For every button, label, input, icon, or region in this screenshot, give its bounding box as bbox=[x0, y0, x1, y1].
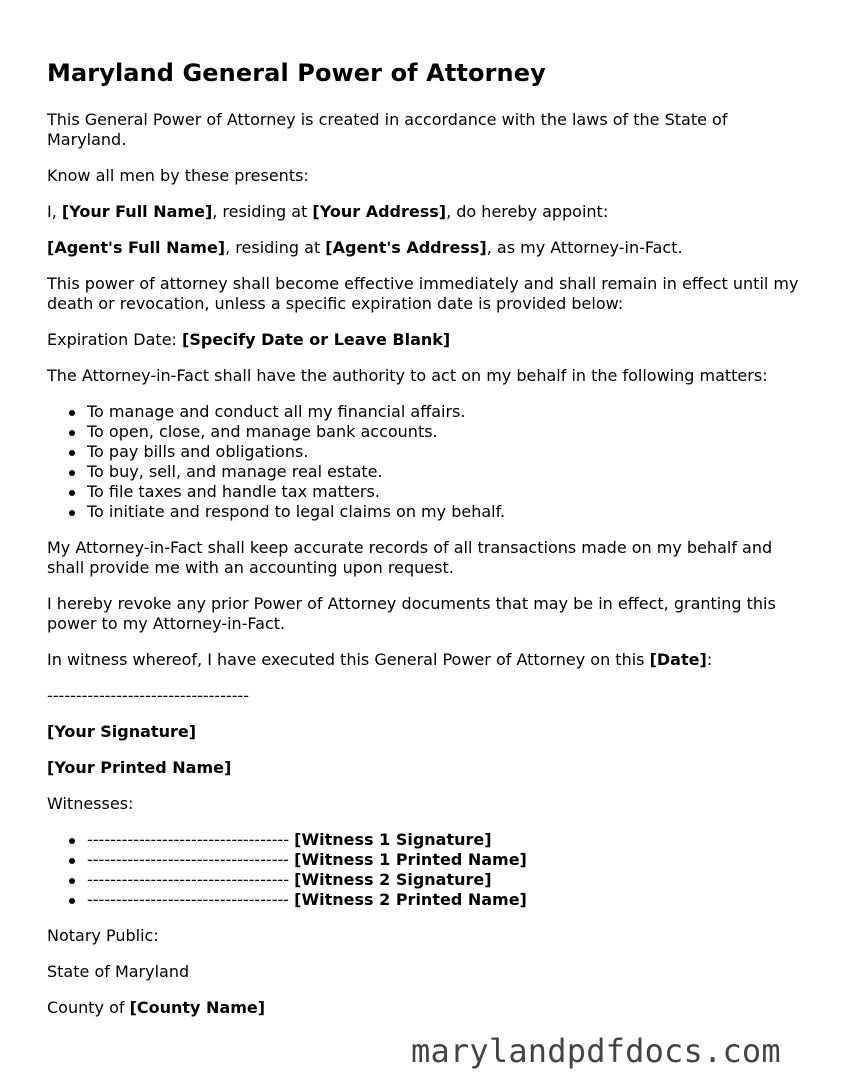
witness-line-item bbox=[87, 890, 807, 910]
intro-paragraph: This General Power of Attorney is created in accordance with the laws of the State of Maryland. bbox=[47, 110, 728, 149]
agent-name-field: [Agent's Full Name] bbox=[47, 238, 226, 257]
principal-address-field: [Your Address] bbox=[312, 202, 447, 221]
expiration-date bbox=[47, 330, 807, 350]
power-item: To pay bills and obligations. bbox=[87, 442, 807, 462]
principal-name-field: [Your Full Name] bbox=[61, 202, 213, 221]
witness-dash-line: ----------------------------------- bbox=[87, 850, 290, 869]
principal-appointment bbox=[47, 202, 807, 222]
witness-dash-line: ----------------------------------- bbox=[87, 890, 290, 909]
your-printed-name-label: [Your Printed Name] bbox=[47, 758, 232, 777]
document-title: Maryland General Power of Attorney bbox=[47, 59, 546, 87]
authority-intro: The Attorney-in-Fact shall have the authority to act on my behalf in the following matters: bbox=[47, 366, 768, 385]
power-item: To file taxes and handle tax matters. bbox=[87, 482, 807, 502]
watermark: marylandpdfdocs.com bbox=[411, 1032, 781, 1070]
witness-line-item bbox=[87, 830, 807, 850]
witness-dash-line: ----------------------------------- bbox=[87, 830, 290, 849]
county-label: County of bbox=[47, 998, 130, 1017]
power-item: To initiate and respond to legal claims on my behalf. bbox=[87, 502, 807, 522]
power-item: To manage and conduct all my financial affairs. bbox=[87, 402, 807, 422]
signature-line: ----------------------------------- bbox=[47, 686, 250, 705]
expiration-field: [Specify Date or Leave Blank] bbox=[182, 330, 451, 349]
agent-middle: , residing at bbox=[225, 238, 326, 257]
witness-line-item bbox=[87, 850, 807, 870]
your-signature-field bbox=[47, 722, 807, 742]
agent-suffix: , as my Attorney-in-Fact. bbox=[486, 238, 683, 257]
county-field: [County Name] bbox=[129, 998, 266, 1017]
appoint-prefix: I, bbox=[47, 202, 62, 221]
witness-field: [Witness 2 Printed Name] bbox=[294, 890, 527, 909]
witnesses-label: Witnesses: bbox=[47, 794, 134, 813]
county-line bbox=[47, 998, 807, 1018]
power-item: To open, close, and manage bank accounts. bbox=[87, 422, 807, 442]
your-signature-label: [Your Signature] bbox=[47, 722, 197, 741]
agent-appointment bbox=[47, 238, 807, 258]
document-body bbox=[47, 56, 807, 1034]
witness-field: [Witness 1 Signature] bbox=[294, 830, 492, 849]
date-field: [Date] bbox=[649, 650, 707, 669]
witness-field: [Witness 2 Signature] bbox=[294, 870, 492, 889]
appoint-middle: , residing at bbox=[212, 202, 313, 221]
witness-clause-suffix: : bbox=[706, 650, 713, 669]
appoint-suffix: , do hereby appoint: bbox=[446, 202, 609, 221]
your-printed-name-field bbox=[47, 758, 807, 778]
expiration-label: Expiration Date: bbox=[47, 330, 183, 349]
witness-clause-text: In witness whereof, I have executed this General Power of Attorney on this bbox=[47, 650, 650, 669]
notary-label: Notary Public: bbox=[47, 926, 159, 945]
witness-clause bbox=[47, 650, 807, 670]
agent-address-field: [Agent's Address] bbox=[325, 238, 487, 257]
witness-dash-line: ----------------------------------- bbox=[87, 870, 290, 889]
know-all-paragraph: Know all men by these presents: bbox=[47, 166, 309, 185]
witness-list bbox=[47, 830, 807, 910]
revoke-paragraph: I hereby revoke any prior Power of Attorney documents that may be in effect, granting this power to my Attorney-in-Fact. bbox=[47, 594, 776, 633]
witness-line-item bbox=[87, 870, 807, 890]
powers-list bbox=[47, 402, 807, 522]
power-item: To buy, sell, and manage real estate. bbox=[87, 462, 807, 482]
witness-field: [Witness 1 Printed Name] bbox=[294, 850, 527, 869]
effective-paragraph: This power of attorney shall become effective immediately and shall remain in effect until my death or revocation, unless a specific expiration date is provided below: bbox=[47, 274, 799, 313]
state-line: State of Maryland bbox=[47, 962, 190, 981]
records-paragraph: My Attorney-in-Fact shall keep accurate records of all transactions made on my behalf and shall provide me with an accounting upon request. bbox=[47, 538, 773, 577]
